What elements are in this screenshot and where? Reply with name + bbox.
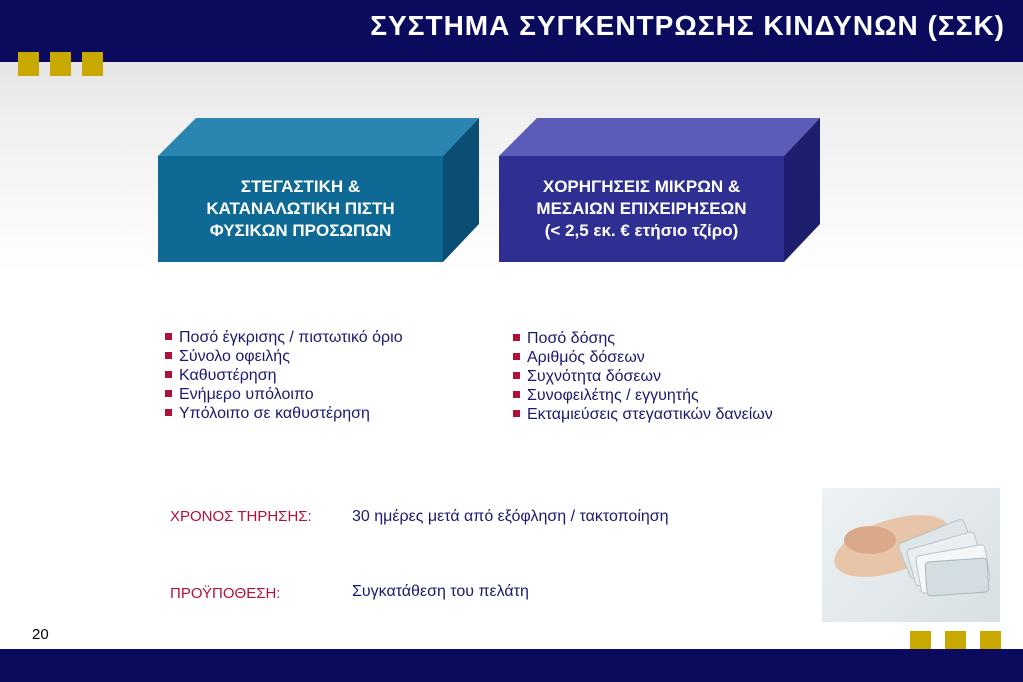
bullet-square-icon [513,334,520,341]
header-bar [0,0,1023,62]
condition-label: ΠΡΟΫΠΟΘΕΣΗ: [170,585,281,602]
list-item: Καθυστέρηση [163,366,403,385]
bullet-square-icon [513,410,520,417]
left-bullet-list [163,328,403,423]
footer-bar [0,649,1023,682]
list-item: Συχνότητα δόσεων [511,367,773,386]
left-box-line: ΣΤΕΓΑΣΤΙΚΗ & [240,177,361,196]
bullet-square-icon [513,372,520,379]
decor-square [18,52,39,76]
retention-label: ΧΡΟΝΟΣ ΤΗΡΗΣΗΣ: [170,508,312,525]
retention-value: 30 ημέρες μετά από εξόφληση / τακτοποίηση [352,508,669,525]
decor-square [82,52,103,76]
bullet-square-icon [513,353,520,360]
right-box-line: (< 2,5 εκ. € ετήσιο τζίρο) [544,221,739,240]
bullet-square-icon [165,409,172,416]
list-item: Ποσό δόσης [511,329,773,348]
hand-holding-cards-photo [822,488,1000,622]
list-item: Ενήμερο υπόλοιπο [163,385,403,404]
right-bullet-list [511,329,773,424]
list-item: Συνοφειλέτης / εγγυητής [511,386,773,405]
list-item: Αριθμός δόσεων [511,348,773,367]
bullet-square-icon [165,390,172,397]
left-box-line: ΚΑΤΑΝΑΛΩΤΙΚΗ ΠΙΣΤΗ [206,199,395,218]
decor-square [50,52,71,76]
bullet-square-icon [513,391,520,398]
right-box-line: ΧΟΡΗΓΗΣΕΙΣ ΜΙΚΡΩΝ & [542,177,741,196]
bullet-square-icon [165,333,172,340]
page-title: ΣΥΣΤΗΜΑ ΣΥΓΚΕΝΤΡΩΣΗΣ ΚΙΝΔΥΝΩΝ (ΣΣΚ) [370,10,1005,41]
list-item: Σύνολο οφειλής [163,347,403,366]
page-number: 20 [32,626,49,643]
left-category-box [158,118,483,264]
right-box-line: ΜΕΣΑΙΩΝ ΕΠΙΧΕΙΡΗΣΕΩΝ [536,199,747,218]
bullet-square-icon [165,371,172,378]
list-item: Υπόλοιπο σε καθυστέρηση [163,404,403,423]
list-item: Ποσό έγκρισης / πιστωτικό όριο [163,328,403,347]
condition-value: Συγκατάθεση του πελάτη [352,583,529,600]
bullet-square-icon [165,352,172,359]
list-item: Εκταμιεύσεις στεγαστικών δανείων [511,405,773,424]
right-category-box [499,118,824,264]
left-box-line: ΦΥΣΙΚΩΝ ΠΡΟΣΩΠΩΝ [209,221,392,240]
